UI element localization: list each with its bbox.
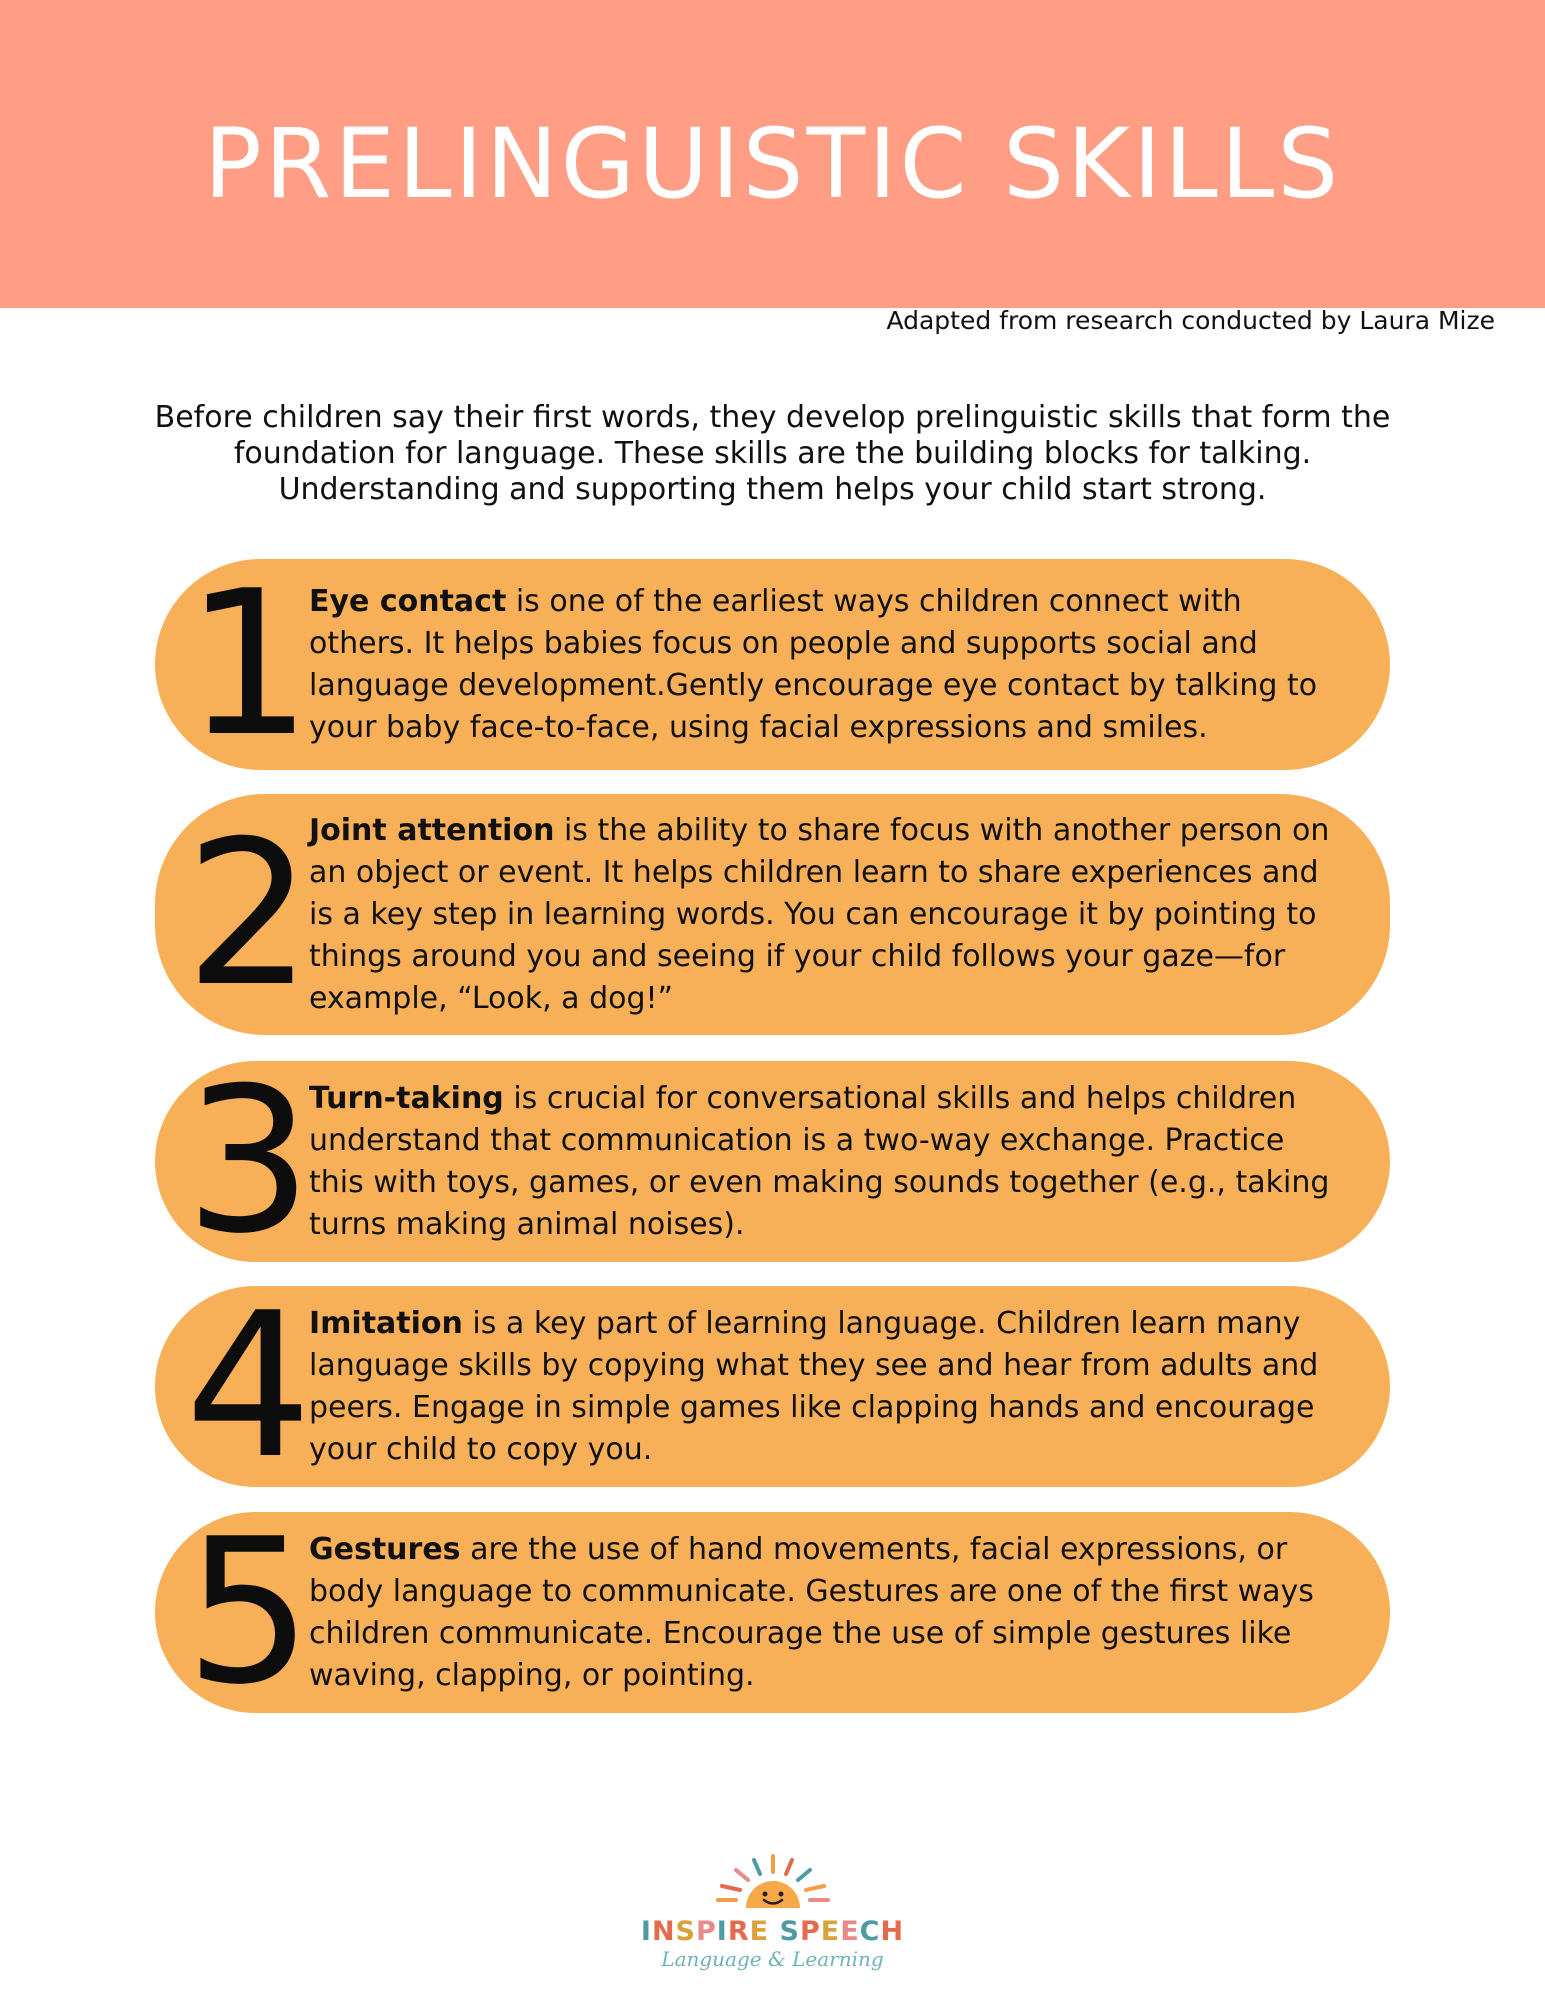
- item-body: is the ability to share focus with another person on an object or event. It helps children learn to share experiences and is a key step in learning words. You can encourage it by pointing to things around you and seeing if your child follows your gaze—for example, “Look, a dog!”: [309, 812, 1330, 1016]
- item-number: 4: [185, 1269, 313, 1503]
- item-number: 1: [185, 547, 313, 781]
- logo-letter: C: [859, 1916, 881, 1947]
- logo-letter: R: [727, 1916, 750, 1947]
- item-description: [309, 1078, 1340, 1246]
- item-description: [309, 810, 1340, 1020]
- header-band: [0, 0, 1545, 308]
- logo-letter: S: [675, 1916, 696, 1947]
- item-body: is crucial for conversational skills and helps children understand that communication is a two-way exchange. Practice this with toys, games, or even making sounds together (e.g., taking turns making animal noises).: [309, 1080, 1330, 1242]
- logo-letter: E: [820, 1916, 841, 1947]
- skill-card-turn-taking: [155, 1044, 1390, 1278]
- logo-letter: P: [696, 1916, 717, 1947]
- logo-letter: [769, 1916, 779, 1947]
- item-body: are the use of hand movements, facial expressions, or body language to communicate. Gestures are one of the first ways children communicate. Encourage the use of simple gestures like waving, clapping, or pointing.: [309, 1531, 1314, 1693]
- item-term: Eye contact: [309, 583, 507, 619]
- logo-letter: E: [840, 1916, 860, 1947]
- item-number: 3: [185, 1044, 313, 1278]
- item-term: Joint attention: [309, 812, 555, 848]
- logo-letter: N: [651, 1916, 676, 1947]
- logo-letter: S: [779, 1916, 800, 1947]
- intro-paragraph: Before children say their first words, they develop prelinguistic skills that form the foundation for language. These skills are the building blocks for talking. Understanding and supporting them helps your child start strong.: [154, 400, 1391, 507]
- skill-card-imitation: [155, 1269, 1390, 1503]
- skill-card-eye-contact: [155, 547, 1390, 781]
- item-description: [309, 581, 1340, 749]
- item-term: Imitation: [309, 1305, 463, 1341]
- item-term: Gestures: [309, 1531, 461, 1567]
- item-body: is a key part of learning language. Children learn many language skills by copying what they see and hear from adults and peers. Engage in simple games like clapping hands and encourage your child to copy you.: [309, 1305, 1319, 1467]
- item-description: [309, 1529, 1340, 1697]
- skill-card-joint-attention: [155, 794, 1390, 1035]
- item-body: is one of the earliest ways children connect with others. It helps babies focus on people and supports social and language development.Gently encourage eye contact by talking to your baby face-to-face, using facial expressions and smiles.: [309, 583, 1318, 745]
- inspire-speech-logo: [0, 1850, 1545, 1971]
- logo-letter: I: [716, 1916, 728, 1947]
- logo-letter: I: [640, 1916, 652, 1947]
- page-title: PRELINGUISTIC SKILLS: [203, 108, 1342, 220]
- item-number: 2: [185, 797, 313, 1031]
- skill-card-gestures: [155, 1495, 1390, 1729]
- logo-letter: H: [880, 1916, 905, 1947]
- item-number: 5: [185, 1495, 313, 1729]
- sun-icon: [708, 1850, 838, 1914]
- logo-letter: P: [799, 1916, 821, 1947]
- logo-wordmark: [0, 1916, 1545, 1947]
- logo-tagline: Language & Learning: [661, 1947, 884, 1971]
- item-term: Turn-taking: [309, 1080, 504, 1116]
- logo-letter: E: [749, 1916, 770, 1947]
- item-description: [309, 1303, 1340, 1471]
- attribution: Adapted from research conducted by Laura Mize: [886, 306, 1495, 335]
